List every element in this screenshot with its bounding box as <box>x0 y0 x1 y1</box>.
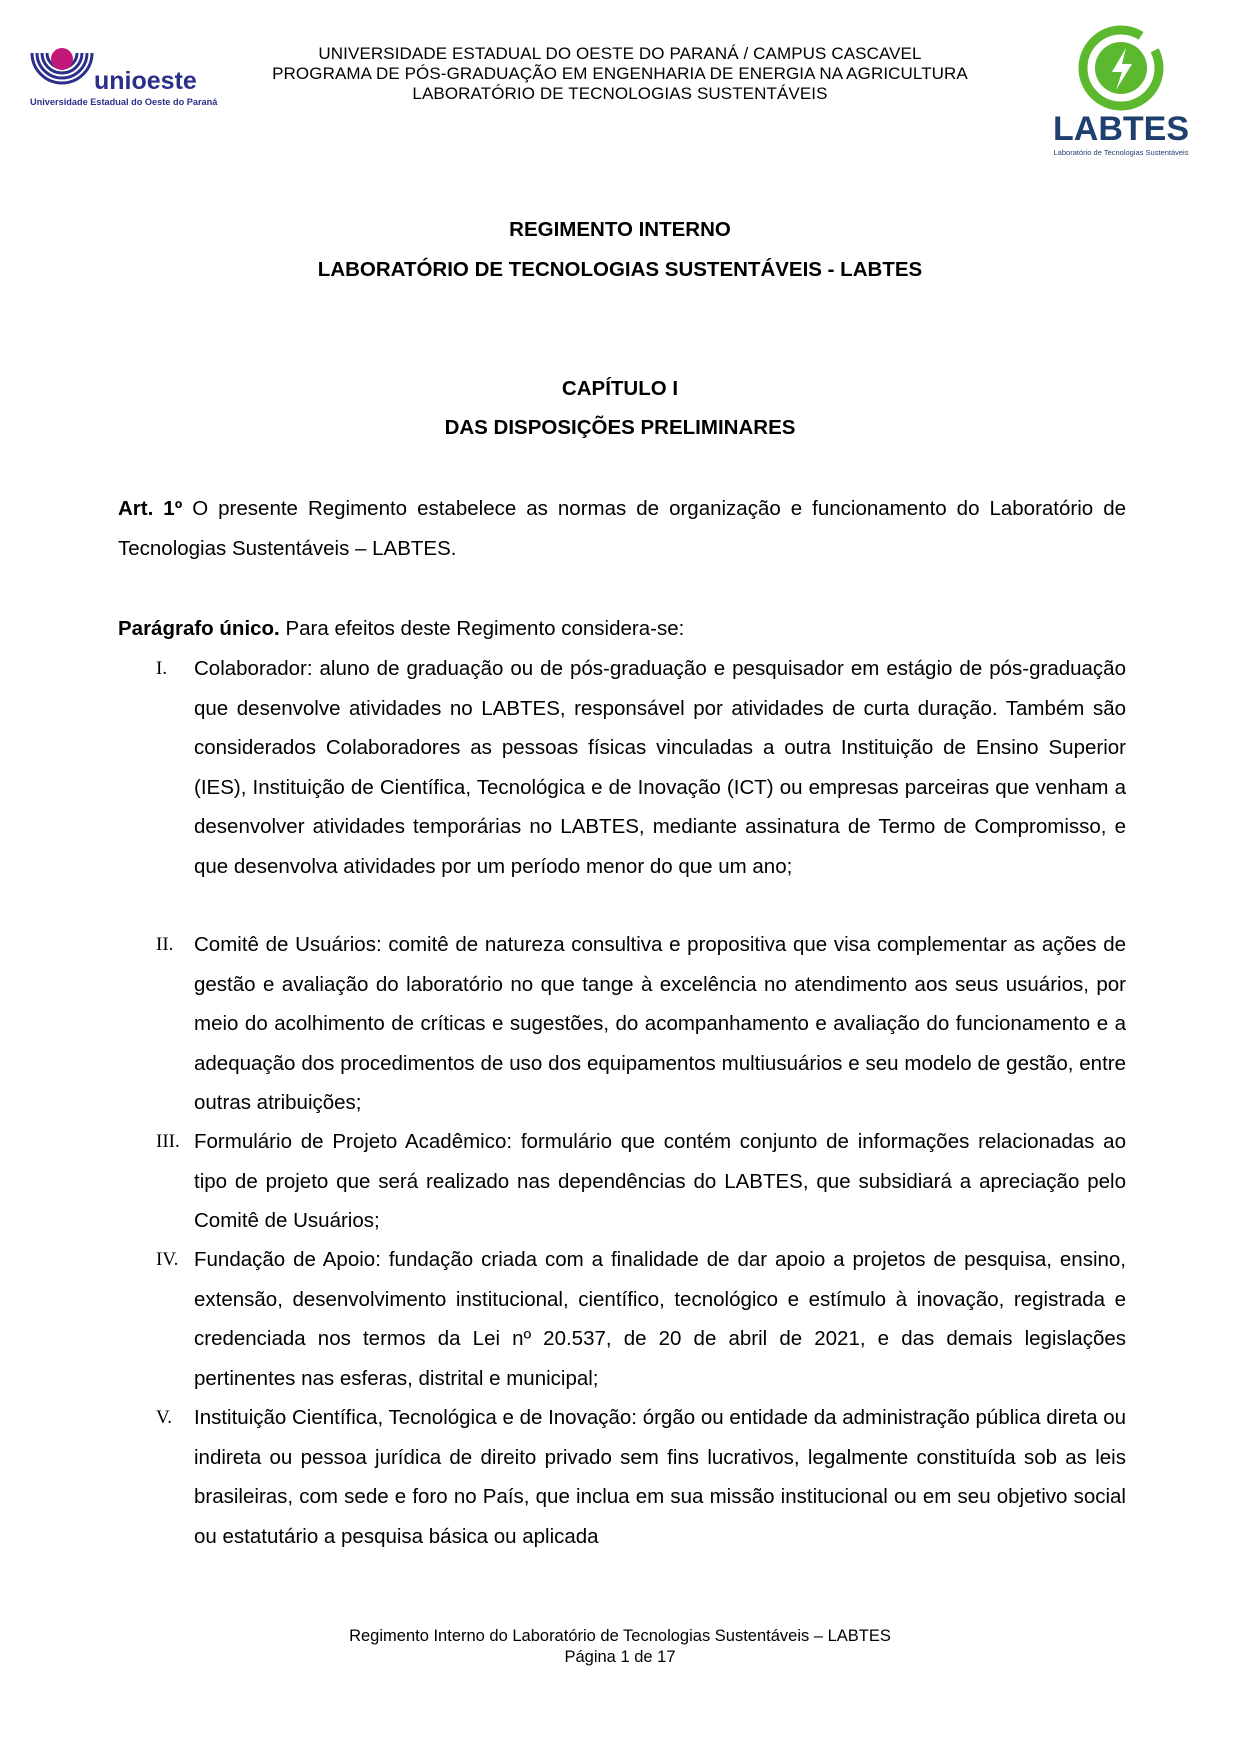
unioeste-subtitle: Universidade Estadual do Oeste do Paraná <box>30 97 218 107</box>
institution-header <box>240 44 1000 104</box>
item-numeral: III. <box>156 1131 180 1152</box>
labtes-logo <box>1046 18 1196 168</box>
labtes-subtitle: Laboratório de Tecnologias Sustentáveis <box>1053 148 1189 157</box>
sole-paragraph <box>118 609 1126 649</box>
item-text: Instituição Científica, Tecnológica e de Inovação: órgão ou entidade da administração pública direta ou indireta ou pessoa jurídica de direito privado sem fins lucrativos, legalmente constituída sob as leis brasileiras, com sede e foro no País, que inclua em sua missão institucional ou em seu objetivo social ou estatutário a pesquisa básica ou aplicada <box>194 1406 1126 1548</box>
unioeste-logo <box>28 45 228 115</box>
item-text: Formulário de Projeto Acadêmico: formulário que contém conjunto de informações relacionadas ao tipo de projeto que será realizado nas dependências do LABTES, que subsidiará a apreciação pelo Comitê de Usuários; <box>194 1130 1126 1232</box>
chapter-number: CAPÍTULO I <box>561 377 679 400</box>
item-text: Comitê de Usuários: comitê de natureza consultiva e propositiva que visa complementar as ações de gestão e avaliação do laboratório no que tange à excelência no atendimento aos seus usuários, por meio do acolhimento de críticas e sugestões, do acompanhamento e avaliação do funcionamento e a adequação dos procedimentos de uso dos equipamentos multiusuários e seu modelo de gestão, entre outras atribuições; <box>194 933 1126 1114</box>
item-numeral: I. <box>156 658 168 679</box>
chapter-title: DAS DISPOSIÇÕES PRELIMINARES <box>444 416 796 439</box>
item-numeral: V. <box>156 1407 173 1428</box>
labtes-wordmark: LABTES <box>1053 110 1189 148</box>
unioeste-wordmark: unioeste <box>94 67 197 95</box>
header-line-program: PROGRAMA DE PÓS-GRADUAÇÃO EM ENGENHARIA DE ENERGIA NA AGRICULTURA <box>272 64 968 83</box>
item-numeral: II. <box>156 934 174 955</box>
item-numeral: IV. <box>156 1249 179 1270</box>
article-1-label: Art. 1º <box>118 497 183 520</box>
item-text: Colaborador: aluno de graduação ou de pós-graduação e pesquisador em estágio de pós-graduação que desenvolve atividades no LABTES, responsável por atividades de curta duração. Também são considerados Colaboradores as pessoas físicas vinculadas a outra Instituição de Ensino Superior (IES), Instituição de Científica, Tecnológica e de Inovação (ICT) ou empresas parceiras que venham a desenvolver atividades temporárias no LABTES, mediante assinatura de Termo de Compromisso, e que desenvolva atividades por um período menor do que um ano; <box>194 657 1126 878</box>
document-title: REGIMENTO INTERNO <box>509 218 731 241</box>
article-1-text: O presente Regimento estabelece as normas de organização e funcionamento do Laboratório de Tecnologias Sustentáveis – LABTES. <box>118 497 1126 560</box>
document-subtitle: LABORATÓRIO DE TECNOLOGIAS SUSTENTÁVEIS - LABTES <box>317 258 923 281</box>
sole-paragraph-label: Parágrafo único. <box>118 617 280 640</box>
item-text: Fundação de Apoio: fundação criada com a finalidade de dar apoio a projetos de pesquisa, ensino, extensão, desenvolvimento institucional, científico, tecnológico e estímulo à inovação, registrada e credenciada nos termos da Lei nº 20.537, de 20 de abril de 2021, e das demais legislações pertinentes nas esferas, distrital e municipal; <box>194 1248 1126 1390</box>
page-number: Página 1 de 17 <box>564 1648 676 1666</box>
header-line-university: UNIVERSIDADE ESTADUAL DO OESTE DO PARANÁ / CAMPUS CASCAVEL <box>318 44 922 63</box>
header-line-lab: LABORATÓRIO DE TECNOLOGIAS SUSTENTÁVEIS <box>412 84 828 103</box>
footer-document-name: Regimento Interno do Laboratório de Tecnologias Sustentáveis – LABTES <box>349 1627 891 1645</box>
sole-paragraph-text: Para efeitos deste Regimento considera-se: <box>279 617 685 640</box>
page-footer <box>0 1626 1240 1668</box>
article-1 <box>118 489 1126 568</box>
